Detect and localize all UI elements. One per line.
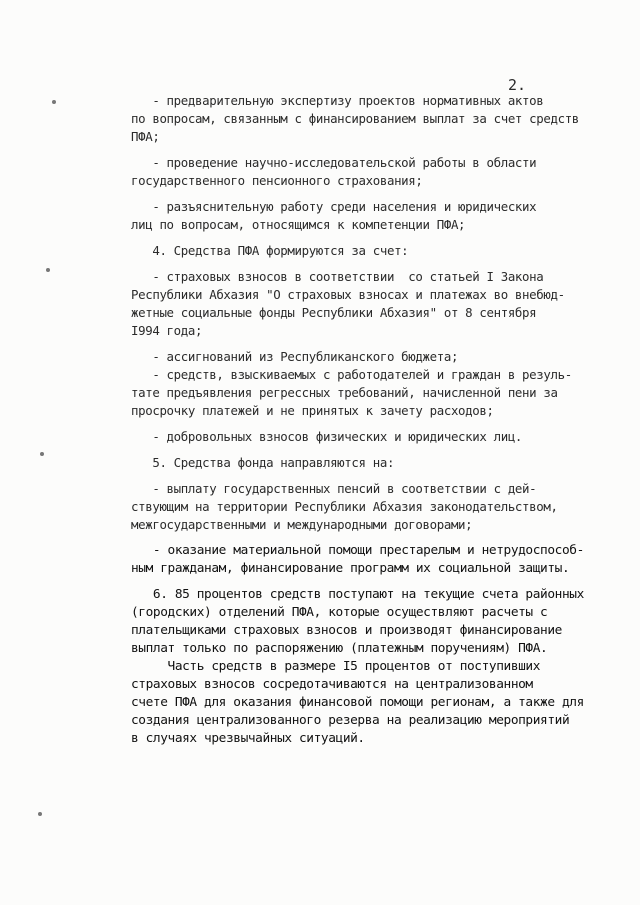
paragraph-gap (131, 446, 621, 454)
paragraph-gap (131, 234, 621, 242)
text-line: - средств, взыскиваемых с работодателей и граждан в резуль- (131, 367, 572, 382)
text-line: 4. Средства ПФА формируются за счет: (131, 243, 409, 258)
text-line: - оказание материальной помощи престарелым и нетрудоспособ- (131, 543, 584, 558)
text-line: 5. Средства фонда направляются на: (131, 455, 395, 470)
text-line: - выплату государственных пенсий в соответствии с дей- (131, 481, 537, 496)
text-line: - страховых взносов в соответствии со статьей I Закона (131, 269, 544, 284)
text-line: ным гражданам, финансирование программ их социальной защиты. (131, 561, 570, 576)
document-body (131, 92, 621, 748)
scan-speck (38, 812, 42, 816)
text-line: ствующим на территории Республики Абхазия законодательством, (131, 499, 558, 514)
paragraph-gap (131, 578, 621, 586)
text-line: в случаях чрезвычайных ситуаций. (131, 731, 365, 746)
paragraph (131, 586, 621, 748)
text-line: лиц по вопросам, относящимся к компетенции ПФА; (131, 217, 466, 232)
paragraph (131, 542, 621, 578)
text-line: Часть средств в размере I5 процентов от поступивших (131, 659, 541, 674)
paragraph-gap (131, 534, 621, 542)
paragraph-gap (131, 260, 621, 268)
paragraph-gap (131, 420, 621, 428)
page-number: 2. (508, 76, 527, 94)
text-line: просрочку платежей и не принятых к зачету расходов; (131, 403, 494, 418)
text-line: жетные социальные фонды Республики Абхазия" от 8 сентября (131, 305, 537, 320)
paragraph (131, 454, 621, 472)
text-line: - проведение научно-исследовательской работы в области (131, 155, 537, 170)
text-line: - добровольных взносов физических и юридических лиц. (131, 429, 523, 444)
text-line: Республики Абхазия "О страховых взносах и платежах во внебюд- (131, 287, 565, 302)
paragraph-gap (131, 190, 621, 198)
paragraph (131, 428, 621, 446)
text-line: создания централизованного резерва на реализацию мероприятий (131, 713, 570, 728)
paragraph (131, 154, 621, 190)
scan-speck (40, 452, 44, 456)
text-line: - ассигнований из Республиканского бюджета; (131, 349, 459, 364)
paragraph (131, 268, 621, 340)
scan-speck (46, 268, 50, 272)
text-line: плательщиками страховых взносов и производят финансирование (131, 623, 562, 638)
paragraph-gap (131, 146, 621, 154)
text-line: (городских) отделений ПФА, которые осуществляют расчеты с (131, 605, 548, 620)
text-line: выплат только по распоряжению (платежным поручениям) ПФА. (131, 641, 548, 656)
text-line: ПФА; (131, 129, 160, 144)
text-line: I994 года; (131, 323, 203, 338)
text-line: счете ПФА для оказания финансовой помощи регионам, а также для (131, 695, 584, 710)
text-line: - предварительную экспертизу проектов нормативных актов (131, 93, 544, 108)
paragraph (131, 198, 621, 234)
text-line: страховых взносов сосредотачиваются на централизованном (131, 677, 533, 692)
text-line: 6. 85 процентов средств поступают на текущие счета районных (131, 587, 584, 602)
scan-speck (52, 100, 56, 104)
text-line: государственного пенсионного страхования; (131, 173, 423, 188)
paragraph (131, 348, 621, 420)
paragraph (131, 480, 621, 534)
paragraph (131, 242, 621, 260)
paragraph (131, 92, 621, 146)
text-line: - разъяснительную работу среди населения и юридических (131, 199, 537, 214)
paragraph-gap (131, 472, 621, 480)
text-line: по вопросам, связанным с финансированием выплат за счет средств (131, 111, 579, 126)
text-line: тате предъявления регрессных требований, начисленной пени за (131, 385, 558, 400)
paragraph-gap (131, 340, 621, 348)
text-line: межгосударственными и международными договорами; (131, 517, 473, 532)
